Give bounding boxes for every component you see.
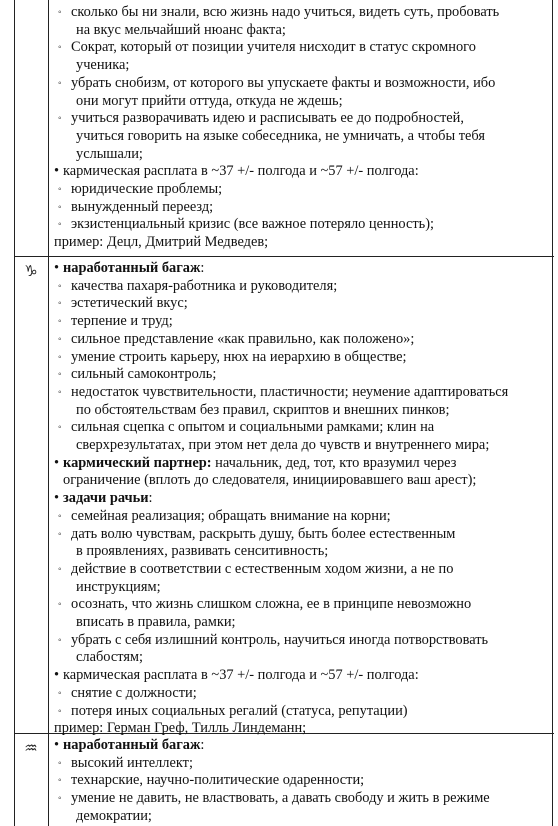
sub-bullet-item <box>54 110 552 128</box>
bullet-icon: • <box>54 260 60 276</box>
line-text: ограничение (вплоть до следователя, инициировавшего ваш арест); <box>63 472 477 489</box>
hollow-bullet-icon: ◦ <box>58 775 62 787</box>
line-text: на вкус мельчайший нюанс факта; <box>76 21 286 38</box>
sub-bullet-item <box>54 561 552 579</box>
line-text: недостаток чувствительности, пластичности; неумение адаптироваться <box>71 383 509 400</box>
sub-bullet-item <box>54 384 552 402</box>
sub-bullet-item <box>54 331 552 349</box>
hollow-bullet-icon: ◦ <box>58 351 62 363</box>
sub-bullet-item <box>54 526 552 544</box>
line-text: : <box>200 737 205 753</box>
line-text: дать волю чувствам, раскрыть душу, быть более естественным <box>71 525 456 542</box>
continuation-line <box>54 128 552 146</box>
hollow-bullet-icon: ◦ <box>58 333 62 345</box>
hollow-bullet-icon: ◦ <box>58 687 62 699</box>
continuation-line <box>54 543 552 561</box>
table-row-divider <box>14 256 554 257</box>
bullet-icon: • <box>54 737 60 753</box>
sub-bullet-item <box>54 772 552 790</box>
sub-bullet-item <box>54 75 552 93</box>
line-text: инструкциям; <box>76 578 161 595</box>
line-text: семейная реализация; обращать внимание на корни; <box>71 507 391 524</box>
hollow-bullet-icon: ◦ <box>58 599 62 611</box>
table-column-divider <box>48 0 49 826</box>
hollow-bullet-icon: ◦ <box>58 705 62 717</box>
hollow-bullet-icon: ◦ <box>58 201 62 213</box>
line-text: по обстоятельствам без правил, скриптов и внешних пинков; <box>76 401 450 418</box>
sub-bullet-item <box>54 295 552 313</box>
line-text: умение строить карьеру, нюх на иерархию в обществе; <box>71 348 407 365</box>
bullet-icon: • <box>54 490 60 507</box>
continuation-line <box>54 146 552 164</box>
line-text: умение не давить, не властвовать, а давать свободу и жить в режиме <box>71 790 490 807</box>
hollow-bullet-icon: ◦ <box>58 316 62 328</box>
line-text: вынужденный переезд; <box>71 198 214 215</box>
line-text: начальник, дед, тот, кто вразумил через <box>211 454 457 471</box>
line-text: сильный самоконтроль; <box>71 366 217 383</box>
line-text: они могут прийти оттуда, откуда не ждешь; <box>76 92 343 109</box>
line-text: сильное представление «как правильно, как положено»; <box>71 330 415 347</box>
sub-bullet-item <box>54 755 552 773</box>
bold-term: кармический партнер: <box>63 454 212 471</box>
line-text: пример: Герман Греф, Тилль Линдеманн; <box>54 720 307 737</box>
line-text: сколько бы ни знали, всю жизнь надо учиться, видеть суть, пробовать <box>71 4 500 20</box>
line-text: осознать, что жизнь слишком сложна, ее в принципе невозможно <box>71 596 472 613</box>
continuation-line <box>54 437 552 455</box>
hollow-bullet-icon: ◦ <box>58 757 62 769</box>
hollow-bullet-icon: ◦ <box>58 219 62 231</box>
line-text: сильная сцепка с опытом и социальными рамками; клин на <box>71 419 435 436</box>
bold-term: задачи рачьи <box>63 490 149 507</box>
line-text: кармическая расплата в ~37 +/- полгода и ~57 +/- полгода: <box>63 667 419 684</box>
line-text: сверхрезультатах, при этом нет дела до чувств и внутреннего мира; <box>76 437 490 454</box>
section-text-capricorn <box>54 260 552 738</box>
sub-bullet-item <box>54 4 552 22</box>
line-text: в проявлениях, развивать сенситивность; <box>76 543 329 560</box>
hollow-bullet-icon: ◦ <box>58 7 62 18</box>
line-text: снятие с должности; <box>71 684 197 701</box>
sub-bullet-item <box>54 596 552 614</box>
line-text: качества пахаря-работника и руководителя; <box>71 277 338 294</box>
continuation-line <box>54 472 552 490</box>
line-text: услышали; <box>76 145 143 162</box>
line-text: действие в соответствии с естественным ходом жизни, а не по <box>71 560 454 577</box>
sub-bullet-item <box>54 790 552 808</box>
line-text: пример: Децл, Дмитрий Медведев; <box>54 234 269 251</box>
bullet-icon: • <box>54 163 60 180</box>
sub-bullet-item <box>54 632 552 650</box>
line-text: кармическая расплата в ~37 +/- полгода и ~57 +/- полгода: <box>63 163 419 180</box>
bold-term: наработанный багаж <box>63 260 201 276</box>
line-text: потеря иных социальных регалий (статуса, репутации) <box>71 702 408 719</box>
line-text: ученика; <box>76 57 130 74</box>
continuation-line <box>54 22 552 40</box>
sub-bullet-item <box>54 419 552 437</box>
hollow-bullet-icon: ◦ <box>58 386 62 398</box>
table-right-border <box>552 0 553 826</box>
bullet-icon: • <box>54 667 60 684</box>
section-text-continued <box>54 4 552 252</box>
bullet-item <box>54 737 552 755</box>
hollow-bullet-icon: ◦ <box>58 528 62 540</box>
bold-term: наработанный багаж <box>63 737 201 753</box>
line-text: высокий интеллект; <box>71 754 193 771</box>
sub-bullet-item <box>54 313 552 331</box>
continuation-line <box>54 57 552 75</box>
continuation-line <box>54 93 552 111</box>
hollow-bullet-icon: ◦ <box>58 280 62 292</box>
hollow-bullet-icon: ◦ <box>58 298 62 310</box>
sub-bullet-item <box>54 349 552 367</box>
line-text: учиться говорить на языке собеседника, не умничать, а чтобы тебя <box>76 127 486 144</box>
line-text: убрать с себя излишний контроль, научиться иногда потворствовать <box>71 631 489 648</box>
sub-bullet-item <box>54 685 552 703</box>
capricorn-sign-icon: ♑ <box>24 262 38 280</box>
continuation-line <box>54 808 552 826</box>
hollow-bullet-icon: ◦ <box>58 184 62 196</box>
hollow-bullet-icon: ◦ <box>58 563 62 575</box>
hollow-bullet-icon: ◦ <box>58 422 62 434</box>
sub-bullet-item <box>54 366 552 384</box>
hollow-bullet-icon: ◦ <box>58 369 62 381</box>
line-text: Сократ, который от позиции учителя нисходит в статус скромного <box>71 39 476 56</box>
sub-bullet-item <box>54 703 552 721</box>
sub-bullet-item <box>54 216 552 234</box>
bullet-item <box>54 163 552 181</box>
example-line <box>54 720 552 738</box>
line-text: демократии; <box>76 807 152 824</box>
section-text-aquarius <box>54 737 552 826</box>
line-text: технарские, научно-политические одаренности; <box>71 772 365 789</box>
continuation-line <box>54 579 552 597</box>
continuation-line <box>54 402 552 420</box>
line-text: учиться разворачивать идею и расписывать ее до подробностей, <box>71 110 464 127</box>
sub-bullet-item <box>54 181 552 199</box>
line-text: эстетический вкус; <box>71 295 188 312</box>
line-text: терпение и труд; <box>71 313 173 330</box>
continuation-line <box>54 614 552 632</box>
line-text: : <box>200 260 205 276</box>
example-line <box>54 234 552 252</box>
hollow-bullet-icon: ◦ <box>58 510 62 522</box>
line-text: вписать в правила, рамки; <box>76 614 236 631</box>
line-text: экзистенциальный кризис (все важное потеряло ценность); <box>71 216 435 233</box>
sub-bullet-item <box>54 278 552 296</box>
aquarius-sign-icon: ♒ <box>24 739 38 757</box>
sub-bullet-item <box>54 199 552 217</box>
bullet-icon: • <box>54 454 60 471</box>
bullet-item <box>54 260 552 278</box>
continuation-line <box>54 649 552 667</box>
table-left-border <box>14 0 15 826</box>
hollow-bullet-icon: ◦ <box>58 793 62 805</box>
bullet-item <box>54 667 552 685</box>
sub-bullet-item <box>54 508 552 526</box>
hollow-bullet-icon: ◦ <box>58 634 62 646</box>
bullet-item <box>54 455 552 473</box>
bullet-item <box>54 490 552 508</box>
hollow-bullet-icon: ◦ <box>58 77 62 89</box>
hollow-bullet-icon: ◦ <box>58 113 62 125</box>
line-text: юридические проблемы; <box>71 181 223 198</box>
line-text: убрать снобизм, от которого вы упускаете факты и возможности, ибо <box>71 74 496 91</box>
line-text: слабостям; <box>76 649 144 666</box>
sub-bullet-item <box>54 39 552 57</box>
line-text: : <box>148 490 153 507</box>
hollow-bullet-icon: ◦ <box>58 42 62 54</box>
